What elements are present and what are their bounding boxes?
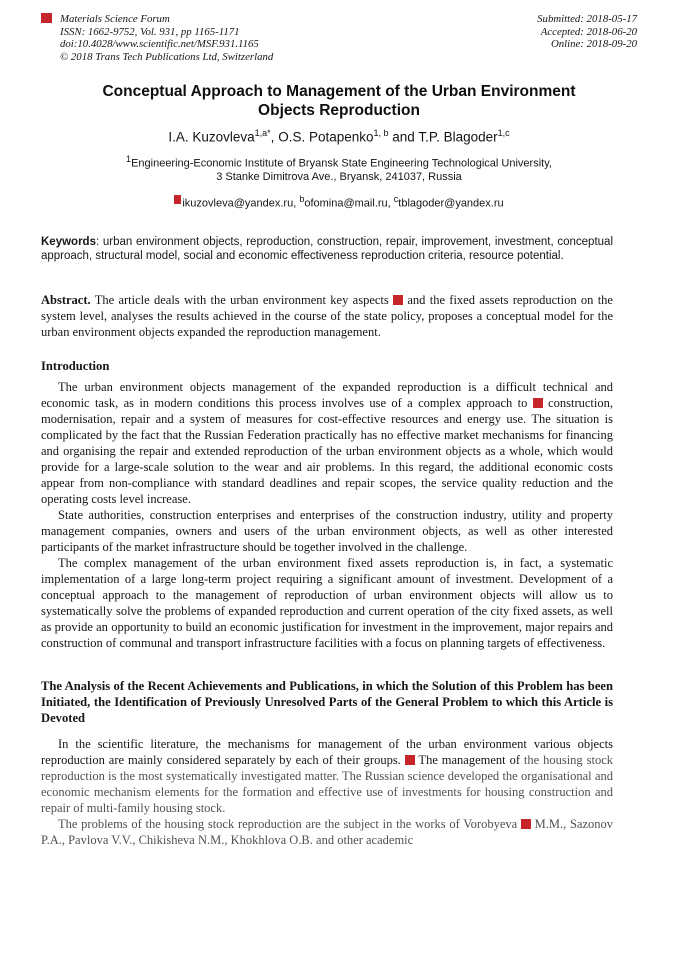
keywords-text: : urban environment objects, reproduction, construction, repair, improvement, investment, conceptual approach, structural model, social and economic effectiveness reproduction criteria, resource potential. <box>41 236 613 262</box>
abstract-block <box>41 292 613 340</box>
email-superscript: b <box>299 193 305 204</box>
section-heading-introduction: Introduction <box>41 359 110 374</box>
authors-line <box>0 128 678 145</box>
affiliation-superscript: 1 <box>126 153 132 164</box>
paragraph-text: The management of <box>414 753 524 768</box>
author-separator: and <box>388 129 419 145</box>
email-separator: , <box>387 197 394 210</box>
paragraph <box>41 379 613 507</box>
journal-copyright-line: © 2018 Trans Tech Publications Ltd, Switzerland <box>60 50 274 63</box>
paragraph <box>41 816 613 848</box>
journal-doi-line: doi:10.4028/www.scientific.net/MSF.931.1165 <box>60 38 259 51</box>
author-name: T.P. Blagoder <box>418 129 498 145</box>
redaction-mark <box>521 819 531 829</box>
submitted-date: Submitted: 2018-05-17 <box>537 13 637 25</box>
redaction-mark <box>533 398 543 408</box>
paragraph-text: the housing stock reproduction is the most systematically investigated matter. The Russian science developed the organisational and economic mechanism elements for the formation and effective use of investments for housing construction and repair of multi-family housing stock. <box>41 753 613 816</box>
affiliation <box>0 153 678 184</box>
paper-title: Conceptual Approach to Management of the Urban Environment Objects Reproduction <box>102 83 576 120</box>
redaction-mark <box>405 755 415 765</box>
paragraph: The complex management of the urban environment fixed assets reproduction is, in fact, a systematic implementation of a large long-term project requiring a significant amount of investment. Development of a conceptual approach to the management of reproduction of urban environment objects will allow us to systematically solve the problems of expanded reproduction and current operation of the city fixed assets, as well as provide an opportunity to build an economic justification for investment in the improvement, major repairs and construction of communal and transport infrastructure facilities with a focus on planning targets of effectiveness. <box>41 556 613 651</box>
paragraph-text: M.M., Sazonov P.A., Pavlova V.V., Chikisheva N.M., Khokhlova O.B. and other academic <box>41 817 614 848</box>
author-separator: , <box>270 129 279 145</box>
email-superscript: c <box>393 193 399 204</box>
submission-dates <box>537 13 637 63</box>
paragraph-text: The urban environment objects management of the expanded reproduction is a difficult technical and economic task, as in modern conditions this process involves use of a complex approach to <box>41 380 613 411</box>
redaction-mark <box>393 295 403 305</box>
paragraph-text: In the scientific literature, the mechanisms for management of the urban environment various objects reproduction are mainly considered separately by each of their groups. <box>41 737 613 768</box>
abstract-label: Abstract. <box>41 293 91 308</box>
redaction-mark <box>41 13 52 23</box>
abstract-text: and the fixed assets reproduction on the system level, analyses the results achieved in the course of the state policy, proposes a conceptual model for the urban environment objects expanded the reproduction management. <box>41 293 613 340</box>
email-address: tblagoder@yandex.ru <box>398 197 504 210</box>
email-separator: , <box>293 197 300 210</box>
author-name: O.S. Potapenko <box>278 129 374 145</box>
paragraph-text: construction, modernisation, repair and a system of measures for cost-effective resources and energy use. The situation is complicated by the fact that the Russian Federation practically has no effective market mechanisms for financing and organising the repair and extended reproduction of the urban environment objects as a whole, which would provide for a large-scale solution to the wear and air problems. In this regard, the additional economic costs appear from non-compliance with standard deadlines and repair scopes, the service quality reduction and the operating costs level increase. <box>41 396 613 507</box>
paragraph: State authorities, construction enterprises and enterprises of the construction industry, utility and property management companies, owners and users of the urban environment objects, as well as other interested participants of the market infrastructure should be together involved in the challenge. <box>41 508 613 555</box>
author-superscript: 1,a* <box>254 128 271 139</box>
redaction-mark <box>174 195 181 204</box>
paragraph <box>41 736 613 816</box>
online-date: Online: 2018-09-20 <box>550 38 637 51</box>
journal-name: Materials Science Forum <box>60 13 170 25</box>
section-heading-analysis: The Analysis of the Recent Achievements and Publications, in which the Solution of this Problem has been Initiated, the Identification of Previously Unresolved Parts of the General Problem to which this Article is Devoted <box>41 679 613 726</box>
page-header <box>0 0 678 63</box>
author-name: I.A. Kuzovleva <box>168 129 255 145</box>
journal-issn-line: ISSN: 1662-9752, Vol. 931, pp 1165-1171 <box>60 25 240 38</box>
author-superscript: 1,c <box>497 128 510 139</box>
author-superscript: 1, b <box>373 128 389 139</box>
email-address: ofomina@mail.ru <box>304 197 388 210</box>
abstract-text: The article deals with the urban environment key aspects <box>90 293 394 308</box>
affiliation-text: Engineering-Economic Institute of Bryansk State Engineering Technological University, <box>131 157 552 170</box>
journal-info <box>60 13 273 63</box>
accepted-date: Accepted: 2018-06-20 <box>540 25 637 38</box>
keywords-label: Keywords <box>41 236 96 249</box>
author-emails <box>0 194 678 210</box>
affiliation-line <box>0 153 678 171</box>
affiliation-line: 3 Stanke Dimitrova Ave., Bryansk, 241037, Russia <box>216 170 462 183</box>
paragraph-text: The problems of the housing stock reproduction are the subject in the works of Vorobyeva <box>58 817 521 832</box>
keywords-block <box>41 236 613 263</box>
email-address: ikuzovleva@yandex.ru <box>182 197 294 210</box>
